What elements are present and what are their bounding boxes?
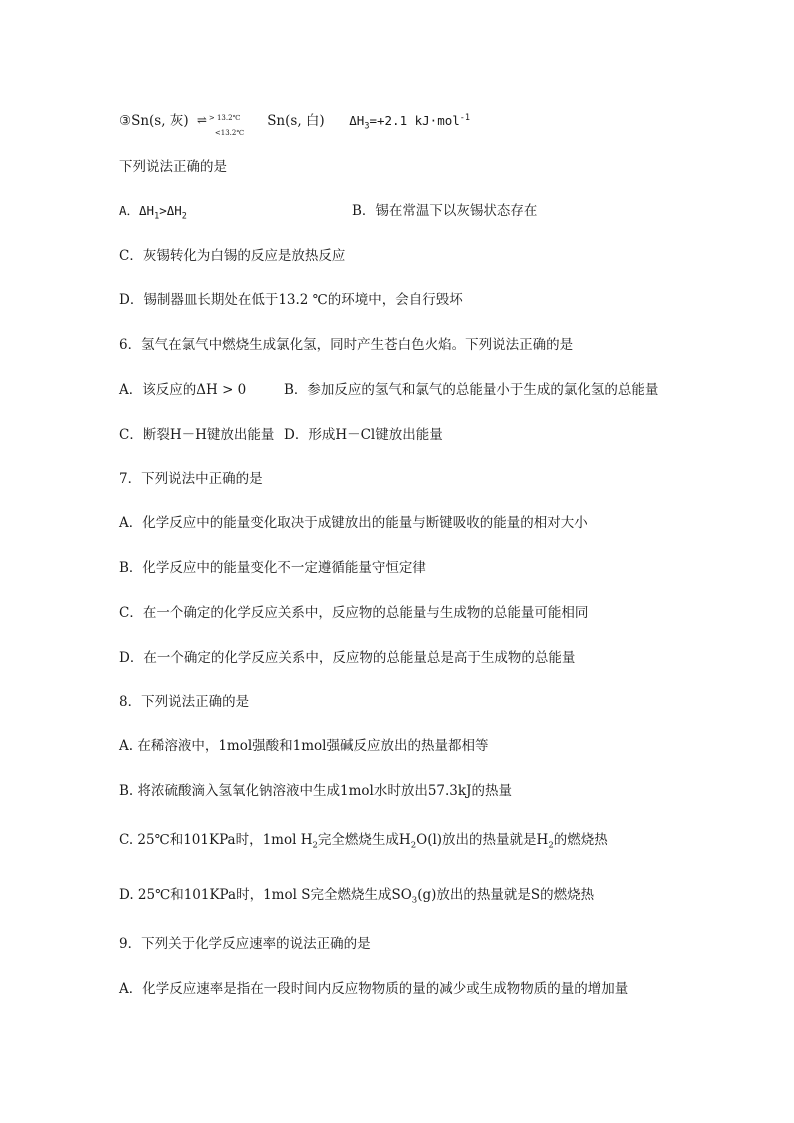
reaction-3-condition-bottom: <13.2℃ xyxy=(214,128,245,137)
reaction-3-reactant: ③Sn(s, 灰) xyxy=(119,113,189,130)
q7-option-c: C．在一个确定的化学反应关系中，反应物的总能量与生成物的总能量可能相同 xyxy=(119,605,589,621)
q8-option-a: A. 在稀溶液中，1mol强酸和1mol强碱反应放出的热量都相等 xyxy=(119,738,489,754)
q5-option-c: C．灰锡转化为白锡的反应是放热反应 xyxy=(119,248,346,264)
q6-option-d: D．形成H－Cl键放出能量 xyxy=(284,427,443,443)
q7-option-a: A．化学反应中的能量变化取决于成键放出的能量与断键吸收的能量的相对大小 xyxy=(119,515,588,531)
q6-option-c: C．断裂H－H键放出能量 xyxy=(119,427,275,443)
q8-option-c: C. 25℃和101KPa时，1mol $H_2$完全燃烧生成$H_2O(l)$放出的热量就是$H_2$的燃烧热 xyxy=(119,832,608,851)
reaction-3 xyxy=(119,109,470,136)
q9-option-a: A．化学反应速率是指在一段时间内反应物物质的量的减少或生成物物质的量的增加量 xyxy=(119,981,629,997)
q6-option-a: A．该反应的ΔH > 0 xyxy=(119,382,247,398)
q8-option-b: B. 将浓硫酸滴入氢氧化钠溶液中生成1mol水时放出57.3kJ的热量 xyxy=(119,783,512,799)
reaction-3-enthalpy: $\Delta H_3=+2.1$ kJ·mol$^{-1}$ xyxy=(349,113,471,132)
q5-option-b: B．锡在常温下以灰锡状态存在 xyxy=(352,203,538,219)
reaction-3-condition-top: > 13.2℃ xyxy=(208,113,241,122)
q7-option-b: B．化学反应中的能量变化不一定遵循能量守恒定律 xyxy=(119,560,426,576)
q5-option-a: A．$\Delta H_1>\Delta H_2$ xyxy=(119,203,187,222)
q6-option-b: B．参加反应的氢气和氯气的总能量小于生成的氯化氢的总能量 xyxy=(284,382,659,398)
q8-stem: 8．下列说法正确的是 xyxy=(119,694,250,710)
equilibrium-arrow-icon: ⇌ > 13.2℃ <13.2℃ xyxy=(197,113,259,131)
q5-option-d: D．锡制器皿长期处在低于13.2 ℃的环境中，会自行毁坏 xyxy=(119,292,463,308)
q7-option-d: D．在一个确定的化学反应关系中，反应物的总能量总是高于生成物的总能量 xyxy=(119,650,576,666)
reaction-3-product: Sn(s, 白) xyxy=(267,113,325,130)
q8-option-d: D. 25℃和101KPa时，1mol S完全燃烧生成$SO_3(g)$放出的热量就是S的燃烧热 xyxy=(119,887,595,906)
q6-stem: 6．氢气在氯气中燃烧生成氯化氢，同时产生苍白色火焰。下列说法正确的是 xyxy=(119,337,574,353)
q9-stem: 9．下列关于化学反应速率的说法正确的是 xyxy=(119,936,371,952)
q5-stem: 下列说法正确的是 xyxy=(119,159,227,175)
q7-stem: 7．下列说法中正确的是 xyxy=(119,471,263,487)
